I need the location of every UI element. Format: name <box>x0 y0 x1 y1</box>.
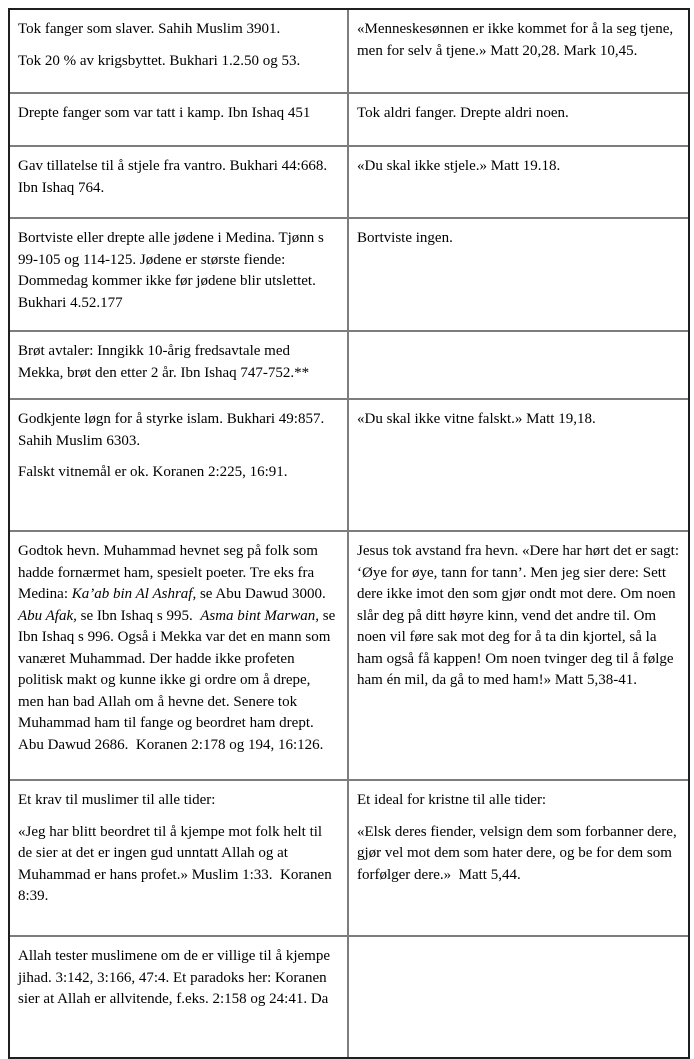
paragraph <box>357 156 680 178</box>
text-segment: «Menneskesønnen er ikke kommet for å la seg tjene, men for selv å tjene.» Matt 20,28. Mark 10,45. <box>357 21 677 59</box>
paragraph <box>18 946 339 1011</box>
comparison-table <box>8 8 690 1059</box>
table-cell-right <box>349 94 688 145</box>
table-row <box>10 10 688 92</box>
table-cell-left <box>10 781 349 935</box>
table-cell-left <box>10 147 349 217</box>
text-segment: Drepte fanger som var tatt i kamp. Ibn Ishaq 451 <box>18 105 311 121</box>
text-segment: se Ibn Ishaq s 996. Også i Mekka var det en mann som vanæret Muhammad. Der hadde ikke profeten politisk makt og kunne ikke gi ordre om å drepe, men han bad Allah om å hevne det. Senere tok Muhammad ham til fange og beordret ham drept. Abu Dawud 2686. Koranen 2:178 og 194, 16:126. <box>18 607 339 753</box>
text-segment: Jesus tok avstand fra hevn. «Dere har hørt det er sagt: ‘Øye for øye, tann for tann’. Men jeg sier dere: Sett dere ikke imot den som gjør ondt mot dere. Om noen slår deg på ditt høyre kinn, vend det andre til. Om noen vil føre sak mot deg for å ta din kjortel, så la ham også få kappen! Om noen tvinger deg til å følge ham én mil, da gå to med ham!» Matt 5,38-41. <box>357 543 683 688</box>
table-row <box>10 779 688 935</box>
text-segment: Godtok hevn. Muhammad hevnet seg på folk som hadde fornærmet ham, spesielt poeter. Tre eks fra Medina: <box>18 543 322 602</box>
paragraph <box>18 103 339 125</box>
text-segment: «Du skal ikke vitne falskt.» Matt 19,18. <box>357 411 596 427</box>
table-row <box>10 145 688 217</box>
table-cell-left <box>10 937 349 1057</box>
text-segment: Et krav til muslimer til alle tider: <box>18 792 216 808</box>
table-cell-left <box>10 532 349 779</box>
table-row <box>10 935 688 1057</box>
paragraph <box>357 228 680 250</box>
text-segment: se Ibn Ishaq s 995. <box>76 607 201 624</box>
italic-text-segment: Abu Afak, <box>18 607 77 624</box>
text-segment: Et ideal for kristne til alle tider: <box>357 792 547 808</box>
italic-text-segment: Ka’ab bin Al Ashraf, <box>71 586 197 602</box>
table-row <box>10 330 688 398</box>
table-cell-left <box>10 400 349 530</box>
paragraph <box>18 462 339 484</box>
table-row <box>10 530 688 779</box>
text-segment: Gav tillatelse til å stjele fra vantro. Bukhari 44:668. Ibn Ishaq 764. <box>18 158 331 196</box>
paragraph <box>18 541 339 756</box>
table-cell-left <box>10 94 349 145</box>
text-segment: Tok fanger som slaver. Sahih Muslim 3901. <box>18 21 281 37</box>
text-segment: «Du skal ikke stjele.» Matt 19.18. <box>357 158 561 174</box>
paragraph <box>18 156 339 199</box>
paragraph <box>18 409 339 452</box>
paragraph <box>357 822 680 887</box>
paragraph <box>18 228 339 314</box>
paragraph <box>357 541 683 692</box>
paragraph <box>357 790 680 812</box>
text-segment: Brøt avtaler: Inngikk 10-årig fredsavtale med Mekka, brøt den etter 2 år. Ibn Ishaq 747-752.** <box>18 343 310 381</box>
table-cell-right <box>349 781 688 935</box>
paragraph <box>357 103 680 125</box>
paragraph <box>357 19 680 62</box>
table-cell-left <box>10 332 349 398</box>
paragraph <box>18 19 339 41</box>
italic-text-segment: Asma bint Marwan, <box>200 607 319 624</box>
text-segment: Tok 20 % av krigsbyttet. Bukhari 1.2.50 og 53. <box>18 52 301 69</box>
table-cell-right <box>349 219 688 330</box>
table-row <box>10 92 688 145</box>
table-cell-right <box>349 10 688 92</box>
text-segment: Tok aldri fanger. Drepte aldri noen. <box>357 105 569 121</box>
table-cell-right <box>349 332 688 398</box>
text-segment: se Abu Dawud 3000. <box>196 586 330 602</box>
table-cell-right <box>349 147 688 217</box>
paragraph <box>18 790 339 812</box>
table-row <box>10 398 688 530</box>
table-cell-right <box>349 937 688 1057</box>
text-segment: «Jeg har blitt beordret til å kjempe mot folk helt til de sier at det er ingen gud unntatt Allah og at Muhammad er hans profet.» Muslim 1:33. Koranen 8:39. <box>18 823 336 904</box>
text-segment: Falskt vitnemål er ok. Koranen 2:225, 16:91. <box>18 464 288 480</box>
table-cell-left <box>10 10 349 92</box>
text-segment: Bortviste eller drepte alle jødene i Medina. Tjønn s 99-105 og 114-125. Jødene er største fiende: Dommedag kommer ikke før jødene blir utslettet. Bukhari 4.52.177 <box>18 230 328 311</box>
table-cell-right <box>349 400 688 530</box>
paragraph <box>18 51 339 73</box>
paragraph <box>18 822 339 908</box>
table-cell-right <box>349 532 688 779</box>
text-segment: Bortviste ingen. <box>357 230 453 246</box>
table-cell-left <box>10 219 349 330</box>
text-segment: «Elsk deres fiender, velsign dem som forbanner dere, gjør vel mot dem som hater dere, og be for dem som forfølger dere.» Matt 5,44. <box>357 823 681 883</box>
paragraph <box>18 341 339 384</box>
paragraph <box>357 409 680 431</box>
table-row <box>10 217 688 330</box>
text-segment: Allah tester muslimene om de er villige til å kjempe jihad. 3:142, 3:166, 47:4. Et paradoks her: Koranen sier at Allah er allvitende, f.eks. 2:158 og 24:41. Da <box>18 948 334 1007</box>
text-segment: Godkjente løgn for å styrke islam. Bukhari 49:857. Sahih Muslim 6303. <box>18 411 328 449</box>
